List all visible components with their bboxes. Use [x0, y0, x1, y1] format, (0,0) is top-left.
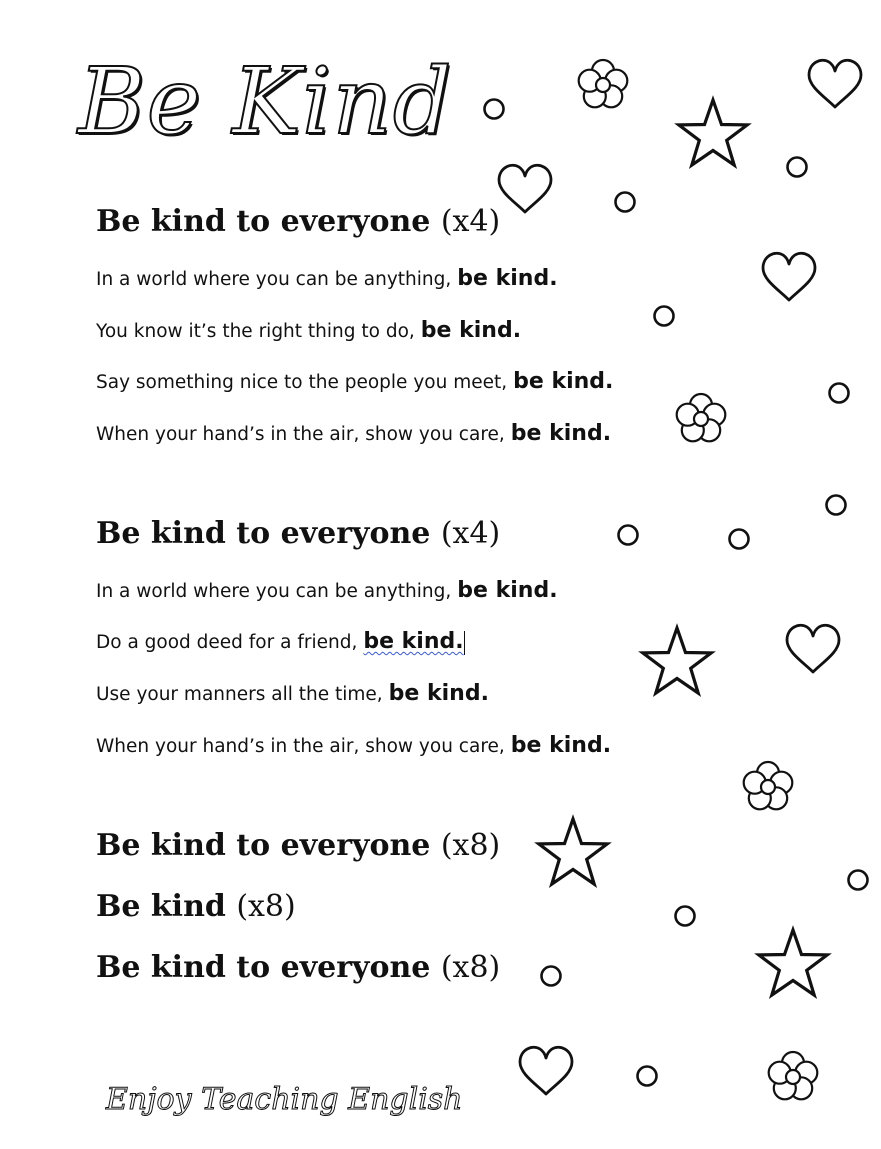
chorus-count: (x8): [440, 950, 501, 985]
lyric-text: Say something nice to the people you meet,: [96, 372, 508, 393]
star-icon: [643, 628, 711, 693]
lyric-emphasis: be kind.: [510, 733, 612, 758]
heart-icon: [499, 165, 551, 212]
lyric-emphasis: be kind.: [513, 369, 614, 394]
lyric-emphasis: be kind.: [420, 318, 522, 343]
lyric-text: In a world where you can be anything,: [96, 269, 452, 290]
circle-icon: [676, 907, 695, 926]
flower-icon: [677, 394, 726, 441]
footer-brand: Enjoy Teaching English: [106, 1082, 463, 1117]
lyric-text: In a world where you can be anything,: [96, 581, 452, 602]
heading-count: (x4): [440, 516, 501, 551]
circle-icon: [849, 871, 868, 890]
lyric-text: Do a good deed for a friend,: [96, 632, 358, 653]
flower-icon: [744, 762, 793, 809]
circle-icon: [542, 967, 561, 986]
circle-icon: [827, 496, 846, 515]
circle-icon: [655, 307, 674, 326]
flower-icon: [769, 1052, 818, 1099]
circle-icon: [616, 193, 635, 212]
lyric-emphasis: be kind.: [510, 421, 612, 446]
heart-icon: [809, 60, 861, 107]
flower-icon: [579, 60, 628, 107]
page-title: Be Kind: [78, 48, 453, 155]
heading-text: Be kind to everyone: [96, 204, 431, 239]
heading-text: Be kind to everyone: [96, 516, 431, 551]
lyric-text: You know it’s the right thing to do,: [96, 321, 415, 342]
lyric-text: When your hand’s in the air, show you care,: [96, 736, 505, 757]
heart-icon: [520, 1047, 572, 1094]
lyric-emphasis-spellcheck[interactable]: be kind.: [363, 629, 464, 654]
circle-icon: [788, 158, 807, 177]
chorus-text: Be kind: [96, 889, 226, 924]
heading-count: (x4): [440, 204, 501, 239]
lyric-emphasis: be kind.: [457, 266, 558, 291]
star-icon: [679, 100, 747, 165]
star-icon: [539, 819, 607, 884]
circle-icon: [830, 384, 849, 403]
chorus-count: (x8): [440, 828, 501, 863]
chorus-count: (x8): [236, 889, 296, 924]
heart-icon: [763, 253, 815, 300]
circle-icon: [730, 530, 749, 549]
circle-icon: [638, 1067, 657, 1086]
chorus-text: Be kind to everyone: [96, 950, 431, 985]
lyric-text: When your hand’s in the air, show you care,: [96, 424, 505, 445]
lyric-emphasis: be kind.: [388, 681, 489, 706]
star-icon: [759, 930, 827, 995]
circle-icon: [485, 100, 504, 119]
lyric-emphasis: be kind.: [457, 578, 558, 603]
lyric-text: Use your manners all the time,: [96, 684, 383, 705]
heart-icon: [787, 625, 839, 672]
circle-icon: [619, 526, 638, 545]
chorus-text: Be kind to everyone: [96, 828, 431, 863]
